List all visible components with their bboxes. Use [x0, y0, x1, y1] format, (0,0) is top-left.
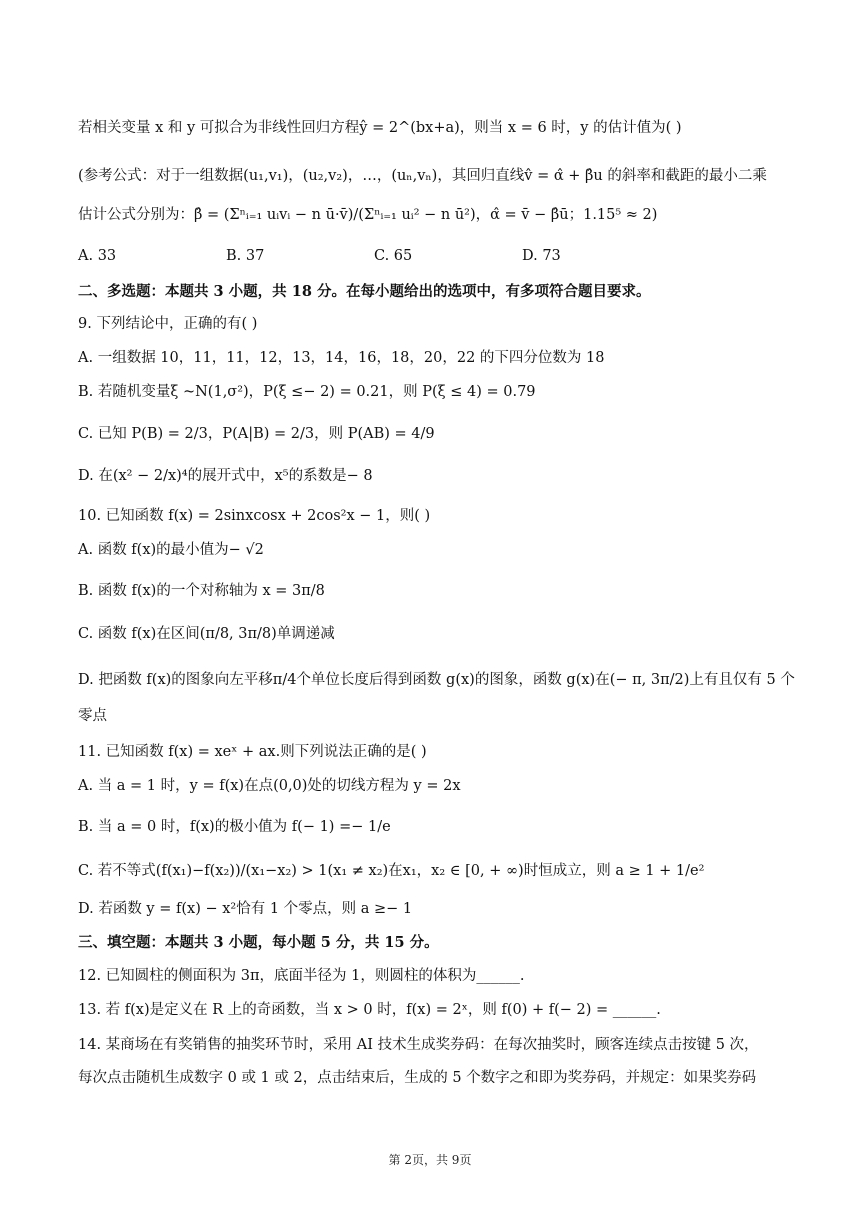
q12-stem: 12. 已知圆柱的侧面积为 3π，底面半径为 1，则圆柱的体积为______.: [78, 968, 525, 984]
q9-option-d: D. 在(x² − 2/x)⁴的展开式中，x⁵的系数是− 8: [78, 468, 373, 484]
q11-option-d: D. 若函数 y = f(x) − x²恰有 1 个零点，则 a ≥− 1: [78, 901, 413, 917]
q11-option-a: A. 当 a = 1 时，y = f(x)在点(0,0)处的切线方程为 y = 2x: [78, 778, 461, 794]
q11-option-b: B. 当 a = 0 时，f(x)的极小值为 f(− 1) =− 1/e: [78, 819, 391, 835]
section-2-heading: 二、多选题：本题共 3 小题，共 18 分。在每小题给出的选项中，有多项符合题目要求。: [78, 283, 651, 300]
q10-option-a: A. 函数 f(x)的最小值为− √2: [78, 542, 264, 558]
q10-option-d-line-2: 零点: [78, 708, 107, 724]
q9-stem: 9. 下列结论中，正确的有( ): [78, 316, 258, 332]
page-footer: 第 2页，共 9页: [388, 1153, 472, 1167]
q8-stem: 若相关变量 x 和 y 可拟合为非线性回归方程ŷ = 2^(bx+a)，则当 x = 6 时，y 的估计值为( ): [78, 120, 682, 136]
q8-option-a: A. 33: [78, 248, 117, 264]
q10-option-c: C. 函数 f(x)在区间(π/8, 3π/8)单调递减: [78, 626, 335, 642]
q10-option-b: B. 函数 f(x)的一个对称轴为 x = 3π/8: [78, 583, 325, 599]
q13-stem: 13. 若 f(x)是定义在 R 上的奇函数，当 x > 0 时，f(x) = 2ˣ，则 f(0) + f(− 2) = ______.: [78, 1002, 661, 1018]
q10-option-d-line-1: D. 把函数 f(x)的图象向左平移π/4个单位长度后得到函数 g(x)的图象，函数 g(x)在(− π, 3π/2)上有且仅有 5 个: [78, 672, 795, 688]
section-3-heading: 三、填空题：本题共 3 小题，每小题 5 分，共 15 分。: [78, 934, 439, 951]
q10-stem: 10. 已知函数 f(x) = 2sinxcosx + 2cos²x − 1，则( ): [78, 508, 431, 524]
q8-ref-line-1: (参考公式：对于一组数据(u₁,v₁)，(u₂,v₂)，…，(uₙ,vₙ)，其回归直线v̂ = α̂ + β̂u 的斜率和截距的最小二乘: [78, 168, 767, 184]
q14-line-1: 14. 某商场在有奖销售的抽奖环节时，采用 AI 技术生成奖券码：在每次抽奖时，顾客连续点击按键 5 次，: [78, 1037, 759, 1053]
q11-stem: 11. 已知函数 f(x) = xeˣ + ax.则下列说法正确的是( ): [78, 744, 427, 760]
q8-option-d: D. 73: [522, 248, 561, 264]
q8-option-b: B. 37: [226, 248, 265, 264]
q8-options: [78, 246, 784, 266]
q8-ref-line-2: 估计公式分别为：β̂ = (Σⁿᵢ₌₁ uᵢvᵢ − n ū·v̄)/(Σⁿᵢ₌₁ uᵢ² − n ū²)，α̂ = v̄ − β̂ū；1.15⁵ ≈ 2): [78, 207, 658, 223]
q9-option-b: B. 若随机变量ξ ~N(1,σ²)，P(ξ ≤− 2) = 0.21，则 P(ξ ≤ 4) = 0.79: [78, 384, 536, 400]
q9-option-a: A. 一组数据 10，11，11，12，13，14，16，18，20，22 的下四分位数为 18: [78, 350, 605, 366]
q11-option-c: C. 若不等式(f(x₁)−f(x₂))/(x₁−x₂) > 1(x₁ ≠ x₂)在x₁，x₂ ∈ [0, + ∞)时恒成立，则 a ≥ 1 + 1/e²: [78, 863, 705, 879]
q8-option-c: C. 65: [374, 248, 413, 264]
q9-option-c: C. 已知 P(B) = 2/3，P(A|B) = 2/3，则 P(AB) = 4/9: [78, 426, 435, 442]
q14-line-2: 每次点击随机生成数字 0 或 1 或 2，点击结束后，生成的 5 个数字之和即为奖券码，并规定：如果奖券码: [78, 1070, 757, 1086]
